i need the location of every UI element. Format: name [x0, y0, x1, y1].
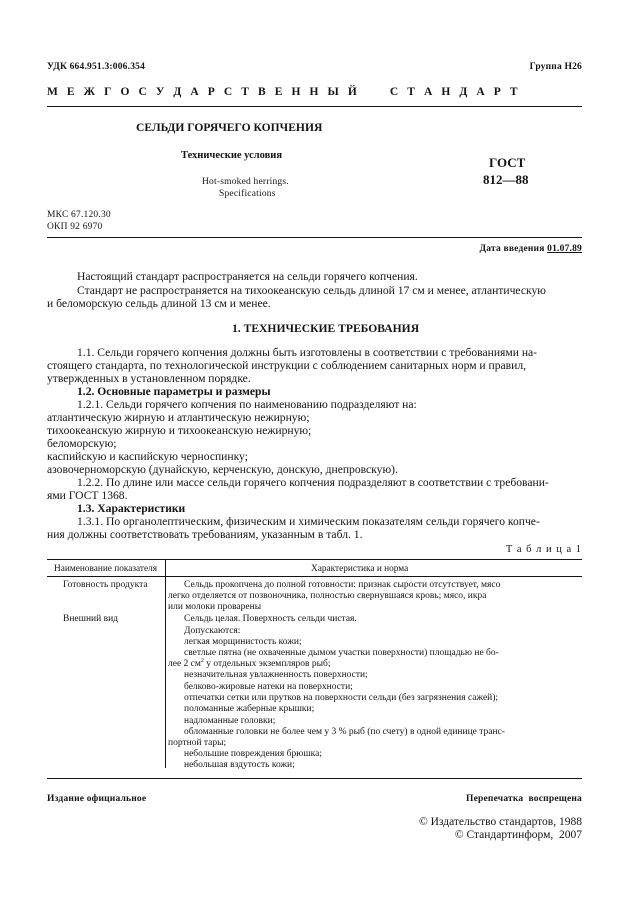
intro-date-label: Дата введения [479, 244, 545, 254]
mks-code: МКС 67.120.30 [47, 210, 111, 220]
p1-1-line1: 1.1. Сельди горячего копчения должны быть изготовлены в соответствии с требованиями на- [77, 346, 538, 359]
table-top-rule [47, 559, 582, 560]
list-item: тихоокеанскую жирную и тихоокеанскую нежирную; [47, 424, 312, 437]
table-cell-line: обломанные головки не более чем у 3 % рыб (по счету) в одной единице транс- [184, 727, 505, 737]
p1-2-1: 1.2.1. Сельди горячего копчения по наименованию подразделяют на: [77, 398, 417, 411]
intro-p2-line1: Стандарт не распространяется на тихоокеанскую сельдь длиной 17 см и менее, атлантическую [77, 284, 546, 297]
title-en-line2: Specifications [219, 189, 276, 199]
table-row-name: Готовность продукта [63, 580, 148, 590]
table-cell-line: или молоки проварены [168, 602, 262, 612]
table-header-rule [47, 576, 582, 577]
copyright-1: © Издательство стандартов, 1988 [418, 816, 582, 828]
standard-type: М Е Ж Г О С У Д А Р С Т В Е Н Н Ы Й С Т А Н Д А Р Т [47, 86, 521, 98]
list-item: атлантическую жирную и атлантическую нежирную; [47, 411, 310, 424]
table-cell-line [168, 659, 330, 669]
table-cell-fragment: у отдельных экземпляров рыб; [206, 659, 331, 669]
header-rule [47, 106, 582, 107]
udk-code: УДК 664.951.3:006.354 [47, 62, 146, 72]
p1-3-1-line2: ния должны соответствовать требованиям, указанным в табл. 1. [47, 528, 363, 541]
list-item: беломорскую; [47, 437, 117, 450]
table-column-divider [165, 559, 166, 768]
table-col1-header: Наименование показателя [54, 564, 158, 574]
superscript: 2 [200, 657, 204, 664]
p1-2-2-line2: ями ГОСТ 1368. [47, 489, 128, 502]
gost-number: 812—88 [483, 172, 529, 187]
intro-date-value: 01.07.89 [547, 244, 582, 254]
p1-3-1-line1: 1.3.1. По органолептическим, физическим и химическим показателям сельди горячего копче- [77, 515, 540, 528]
table-cell-line: небольшие повреждения брюшка; [184, 749, 322, 759]
intro-p1: Настоящий стандарт распространяется на сельди горячего копчения. [77, 270, 418, 283]
table-cell-line: поломанные жаберные крышки; [184, 704, 315, 714]
table-cell-line: небольшая вздутость кожи; [184, 760, 295, 770]
gost-label: ГОСТ [489, 155, 526, 170]
footer-rule [47, 778, 582, 779]
table-cell-line: светлые пятна (не охваченные дымом участки поверхности) площадью не бо- [184, 648, 499, 658]
subtitle-ru: Технические условия [181, 150, 283, 161]
table-col2-header: Характеристика и норма [311, 564, 409, 574]
table-cell-line: надломанные головки; [184, 716, 276, 726]
section-heading: 1. ТЕХНИЧЕСКИЕ ТРЕБОВАНИЯ [232, 322, 420, 335]
table-cell-line: Сельдь целая. Поверхность сельди чистая. [184, 614, 357, 624]
intro-date [480, 244, 582, 254]
official-edition: Издание официальное [47, 794, 147, 804]
table-cell-fragment: лее 2 см [168, 659, 201, 669]
codes-rule [47, 237, 582, 238]
p1-1-line2: стоящего стандарта, по технологической инструкции с соблюдением санитарных норм и правил, [47, 359, 527, 372]
table-cell-line: портной тары; [168, 738, 227, 748]
okp-code: ОКП 92 6970 [47, 222, 103, 232]
table-cell-line: легкая морщинистость кожи; [184, 637, 302, 647]
title-en-line1: Hot-smoked herrings. [202, 177, 289, 187]
table-cell-line: незначительная увлажненность поверхности; [184, 670, 368, 680]
table-caption: Т а б л и ц а 1 [505, 544, 582, 555]
table-cell-line: белково-жировые натеки на поверхности; [184, 682, 353, 692]
table-cell-line: отпечатки сетки или прутков на поверхности сельди (без загрязнения сажей); [184, 693, 499, 703]
table-cell-line: Сельдь прокопчена до полной готовности: признак сырости отсутствует, мясо [184, 580, 501, 590]
copyright-2: © Стандартинформ, 2007 [454, 829, 582, 841]
title-ru: СЕЛЬДИ ГОРЯЧЕГО КОПЧЕНИЯ [136, 121, 323, 134]
reprint-notice: Перепечатка воспрещена [466, 794, 582, 804]
intro-p2-line2: и беломорскую сельдь длиной 13 см и менее. [47, 297, 271, 310]
group-code: Группа Н26 [529, 62, 582, 72]
p1-2-2-line1: 1.2.2. По длине или массе сельди горячего копчения подразделяют в соответствии с требовани- [77, 476, 549, 489]
list-item: азовочерноморскую (дунайскую, керченскую, донскую, днепровскую). [47, 463, 398, 476]
p1-1-line3: утвержденных в установленном порядке. [47, 372, 251, 385]
h1-2: 1.2. Основные параметры и размеры [77, 385, 271, 398]
list-item: каспийскую и каспийскую черноспинку; [47, 450, 248, 463]
h1-3: 1.3. Характеристики [77, 502, 186, 515]
table-row-name: Внешний вид [63, 614, 118, 624]
table-cell-line: легко отделяется от позвоночника, полностью свернувшаяся кровь; мясо, икра [168, 591, 487, 601]
table-cell-line: Допускаются: [184, 626, 241, 636]
